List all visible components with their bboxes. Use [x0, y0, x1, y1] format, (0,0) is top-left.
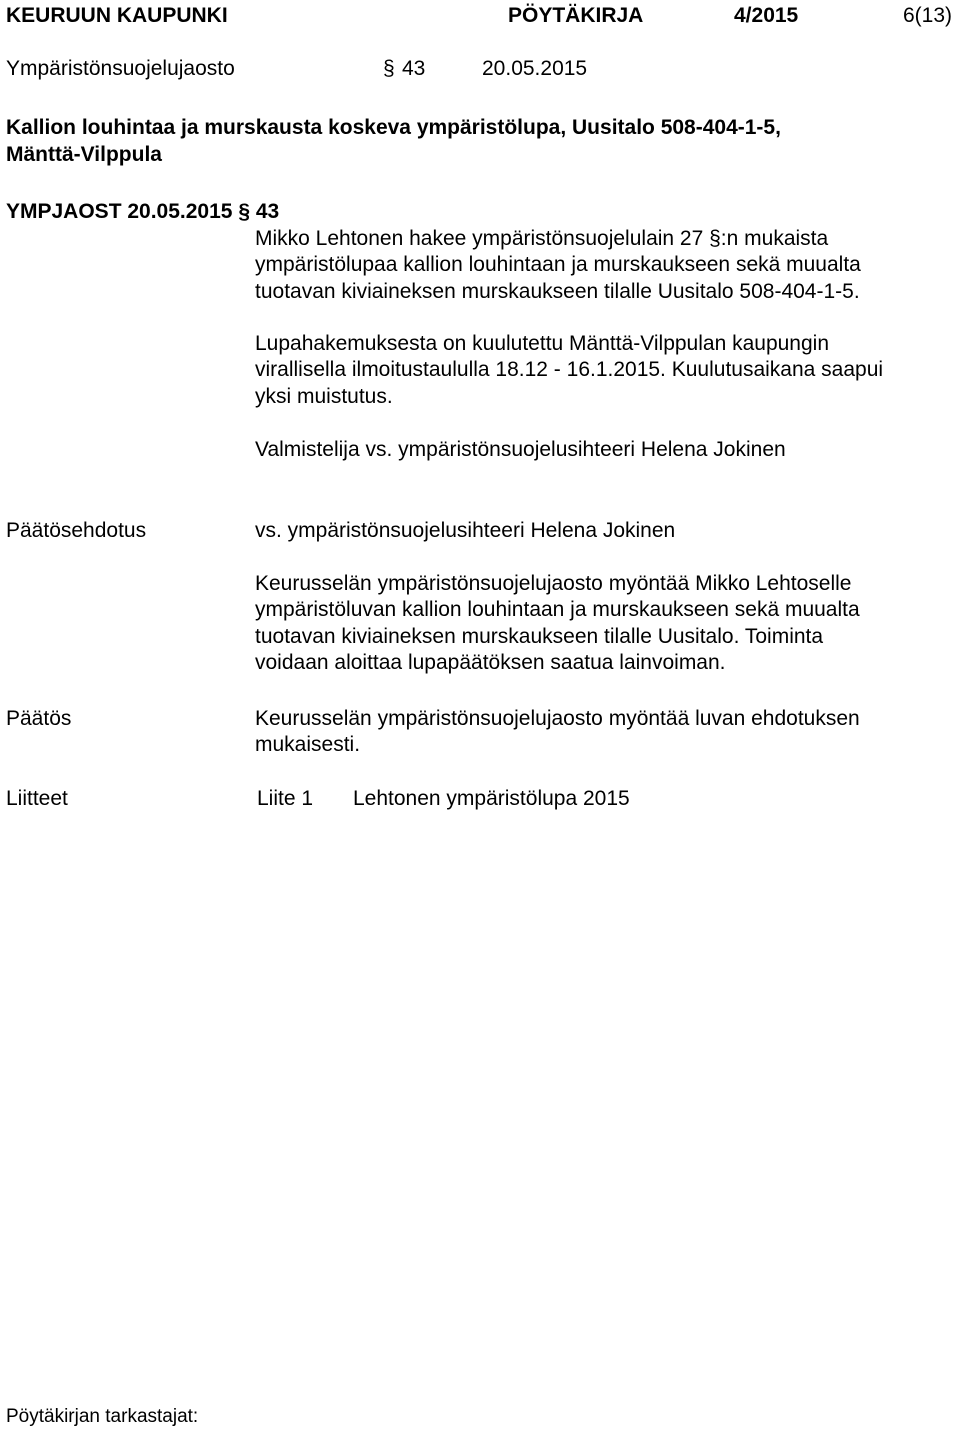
paragraph-2-line: yksi muistutus.: [255, 385, 393, 408]
section-number: 43: [402, 57, 426, 80]
reviewers-label: Pöytäkirjan tarkastajat:: [6, 1406, 199, 1427]
attachments-label: Liitteet: [6, 787, 68, 810]
preparer-line: Valmistelija vs. ympäristönsuojelusihteeri Helena Jokinen: [255, 438, 786, 461]
decision-line: Keurusselän ympäristönsuojelujaosto myöntää luvan ehdotuksen: [255, 707, 860, 730]
paragraph-2-line: Lupahakemuksesta on kuulutettu Mänttä-Vilppulan kaupungin: [255, 332, 830, 355]
reference-section-sign: §: [238, 200, 250, 223]
proposal-line: tuotavan kiviaineksen murskaukseen tilalle Uusitalo. Toiminta: [255, 625, 824, 648]
meeting-date: 20.05.2015: [482, 57, 588, 80]
paragraph-2-line: virallisella ilmoitustaululla 18.12 - 16.1.2015. Kuulutusaikana saapui: [255, 358, 884, 381]
reference-text: YMPJAOST 20.05.2015: [6, 200, 233, 223]
matter-title-line-2: Mänttä-Vilppula: [6, 143, 162, 166]
proposal-label: Päätösehdotus: [6, 519, 147, 542]
proposal-author: vs. ympäristönsuojelusihteeri Helena Jokinen: [255, 519, 676, 542]
proposal-line: Keurusselän ympäristönsuojelujaosto myöntää Mikko Lehtoselle: [255, 572, 852, 595]
document-number: 4/2015: [734, 4, 799, 27]
section-sign: §: [383, 57, 395, 80]
attachment-id: Liite 1: [257, 787, 314, 810]
proposal-line: ympäristöluvan kallion louhintaan ja murskaukseen sekä muualta: [255, 598, 860, 621]
attachment-name: Lehtonen ympäristölupa 2015: [353, 787, 630, 810]
decision-label: Päätös: [6, 707, 72, 730]
reference-number: 43: [255, 200, 280, 223]
paragraph-1-line: Mikko Lehtonen hakee ympäristönsuojelulain 27 §:n mukaista: [255, 227, 829, 250]
document-type: PÖYTÄKIRJA: [508, 4, 644, 27]
proposal-line: voidaan aloittaa lupapäätöksen saatua lainvoiman.: [255, 651, 726, 674]
organization-name: KEURUUN KAUPUNKI: [6, 4, 228, 27]
paragraph-1-line: ympäristölupaa kallion louhintaan ja murskaukseen sekä muualta: [255, 253, 861, 276]
decision-line: mukaisesti.: [255, 733, 361, 756]
committee-name: Ympäristönsuojelujaosto: [6, 57, 235, 80]
reference-line: [6, 200, 279, 224]
page-number: 6(13): [903, 4, 953, 27]
paragraph-1-line: tuotavan kiviaineksen murskaukseen tilalle Uusitalo 508-404-1-5.: [255, 280, 860, 303]
matter-title-line-1: Kallion louhintaa ja murskausta koskeva ympäristölupa, Uusitalo 508-404-1-5,: [6, 116, 781, 139]
